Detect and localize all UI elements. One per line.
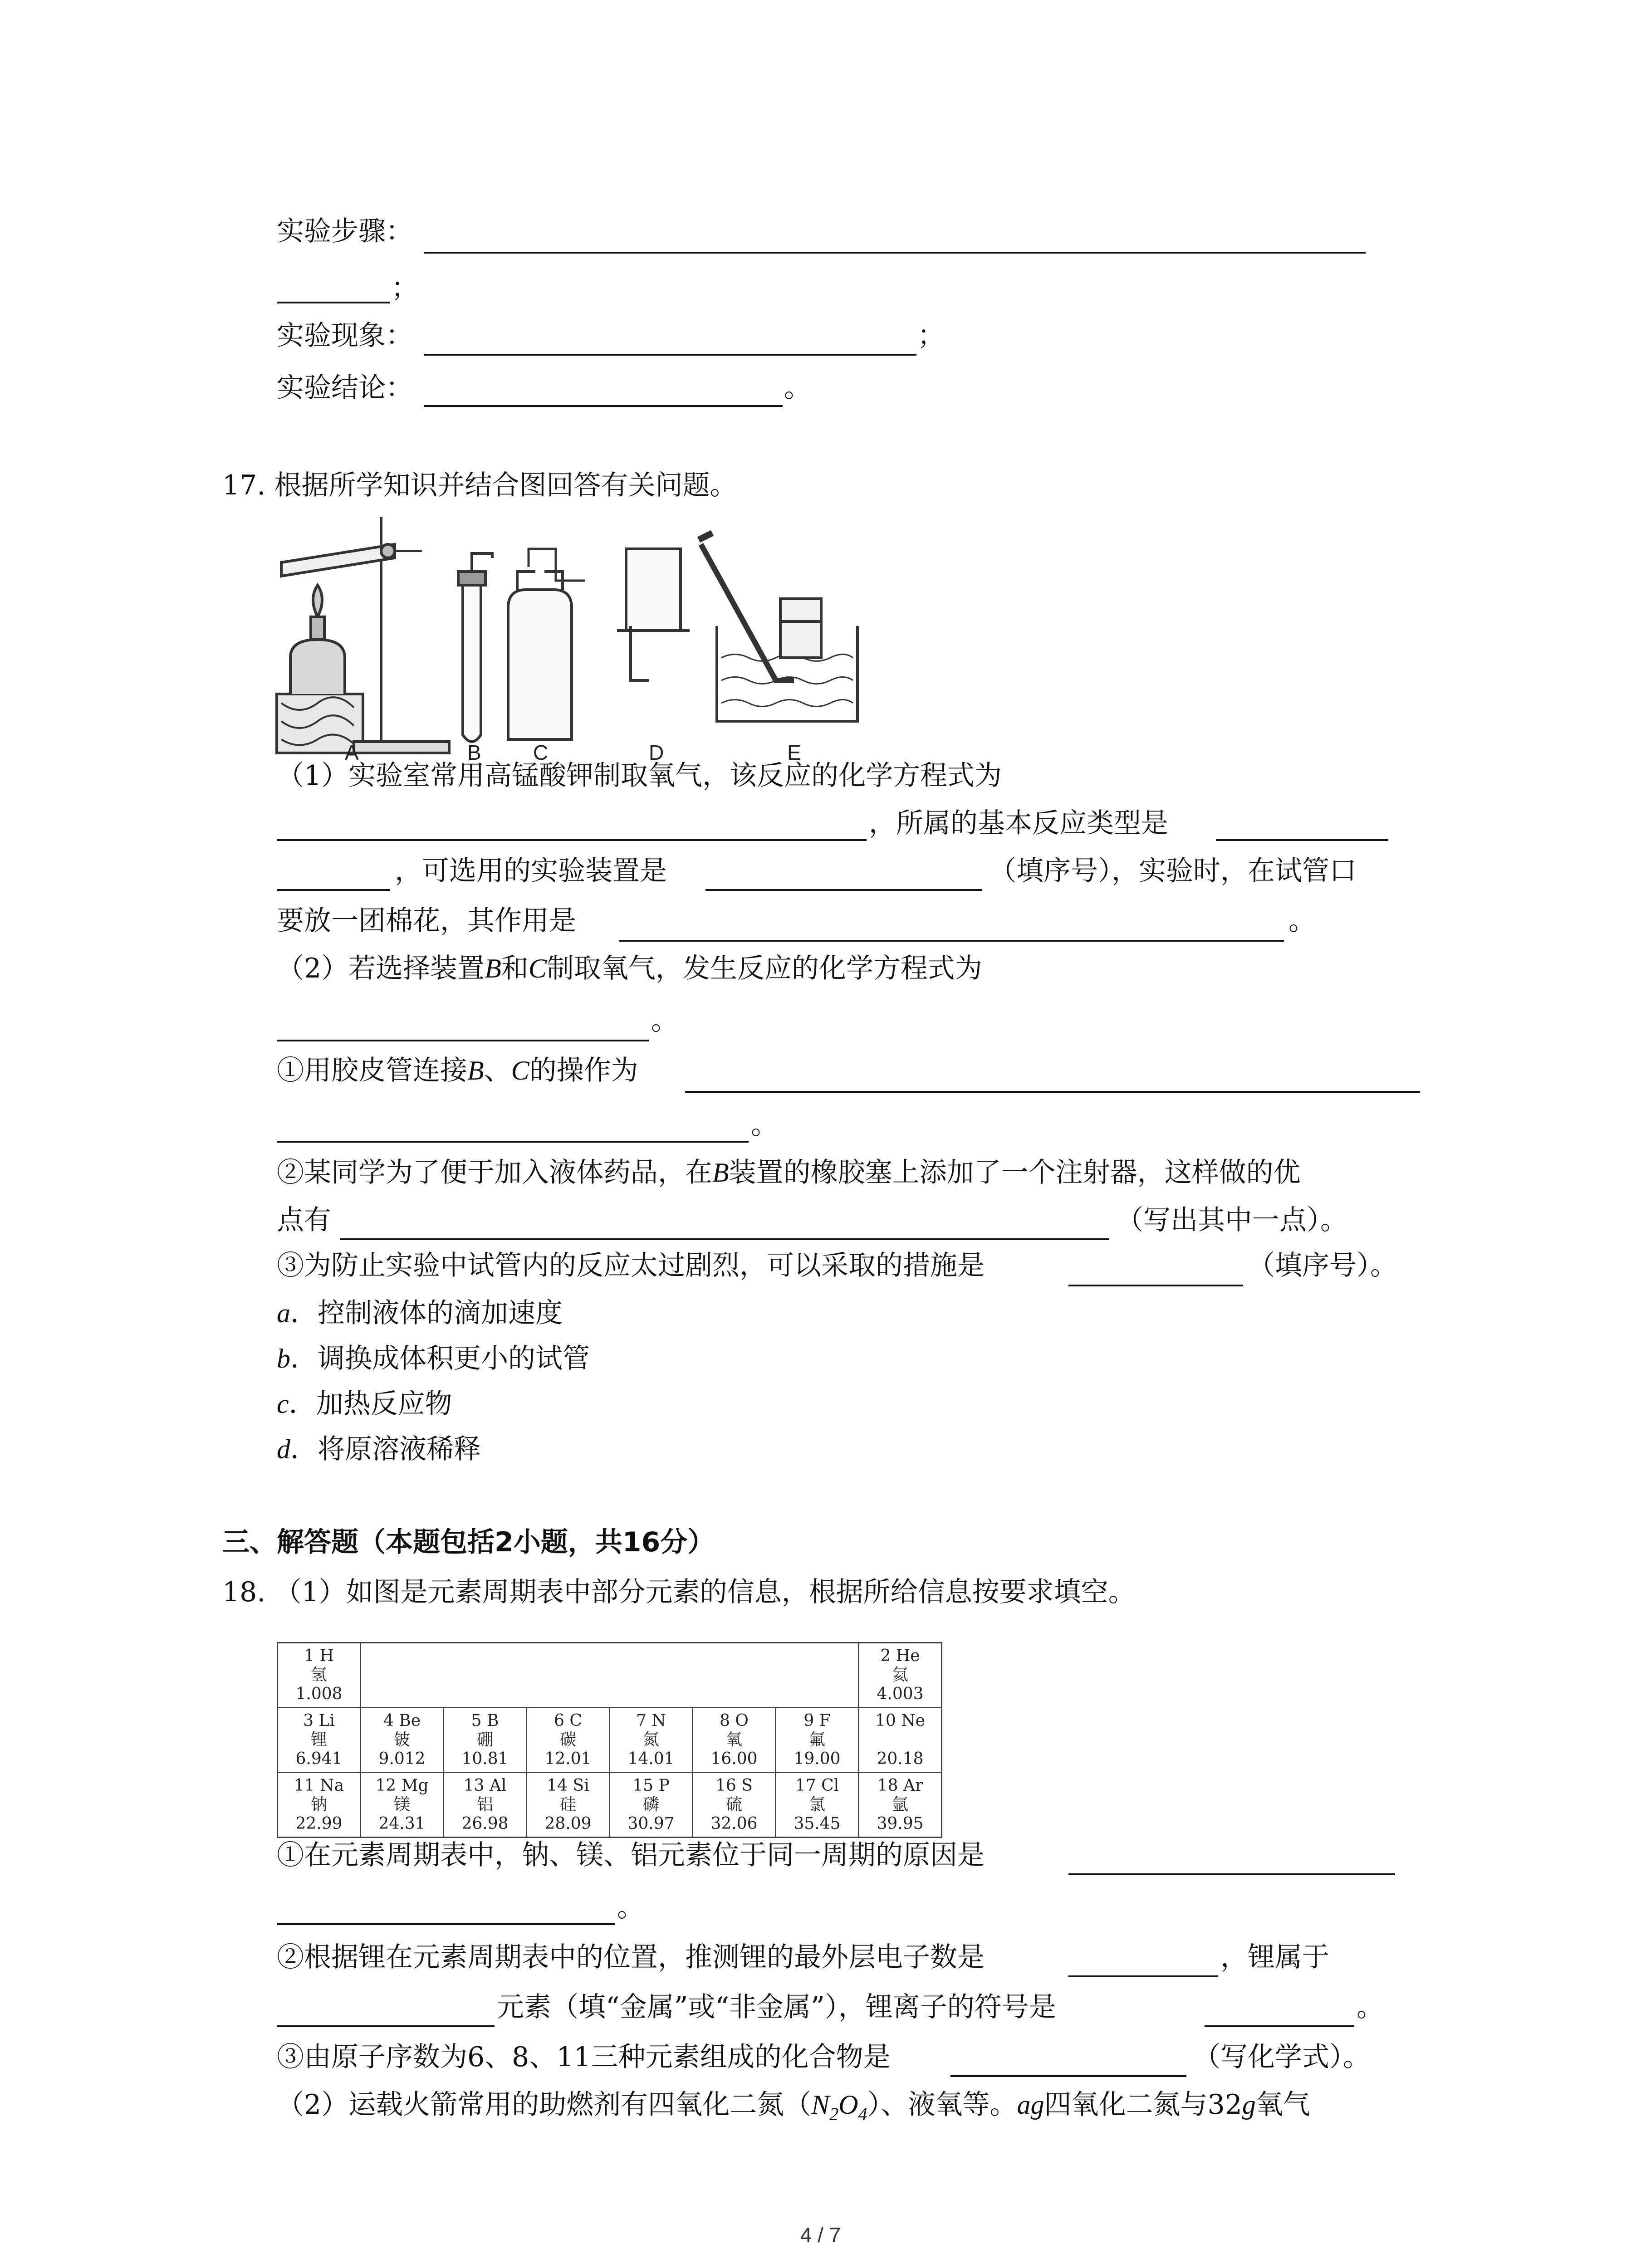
answer-blank-compound-formula[interactable]: [950, 2075, 1186, 2077]
periodic-table-row: [278, 1773, 942, 1838]
element-num-sym: 2 He: [880, 1647, 920, 1665]
element-num-sym: 6 C: [554, 1711, 582, 1730]
answer-blank-kmno4-equation[interactable]: [277, 839, 867, 841]
element-name: [859, 1730, 941, 1750]
element-cell: [776, 1708, 859, 1773]
element-num-sym: 3 Li: [303, 1711, 335, 1730]
q18-s3a: ③由原子序数为6、8、11三种元素组成的化合物是: [277, 2041, 891, 2073]
element-mass: 12.01: [544, 1750, 592, 1768]
element-cell: [859, 1708, 942, 1773]
element-num-sym: 12 Mg: [375, 1776, 429, 1795]
element-name: 铝: [476, 1795, 493, 1814]
element-num-sym: 9 F: [803, 1711, 831, 1730]
element-mass: 9.012: [378, 1750, 426, 1768]
empty-cell: [776, 1643, 859, 1708]
element-name: 氟: [808, 1730, 825, 1749]
option-c: c．加热反应物: [277, 1388, 452, 1420]
element-mass: 26.98: [461, 1814, 509, 1833]
element-mass: 16.00: [710, 1750, 758, 1768]
answer-blank-metal-type[interactable]: [277, 2025, 495, 2027]
element-name: 磷: [642, 1795, 659, 1814]
element-cell: [527, 1773, 610, 1838]
element-name: 锂: [310, 1730, 327, 1749]
q18-s2a: ②根据锂在元素周期表中的位置，推测锂的最外层电子数是: [277, 1941, 985, 1973]
element-mass: 32.06: [710, 1814, 758, 1833]
element-name: 氢: [310, 1666, 327, 1684]
element-cell: [776, 1773, 859, 1838]
element-num-sym: 7 N: [636, 1711, 666, 1730]
element-mass: 35.45: [794, 1814, 841, 1833]
element-cell: [693, 1708, 776, 1773]
element-cell: [278, 1708, 361, 1773]
page-number: 4 / 7: [800, 2223, 841, 2247]
periodic-table-row: [278, 1643, 942, 1708]
answer-blank-period-reason[interactable]: [1068, 1873, 1395, 1875]
element-name: 硼: [476, 1730, 493, 1749]
lab-apparatus-figure: [272, 508, 907, 762]
element-name: 氩: [892, 1795, 908, 1814]
element-mass: 14.01: [627, 1750, 675, 1768]
periodic-table: [277, 1642, 942, 1838]
q17-p1-line2: ，所属的基本反应类型是: [869, 807, 1168, 839]
figure-label-c: C: [533, 741, 549, 762]
figure-label-b: B: [467, 741, 481, 762]
answer-blank-cotton-purpose[interactable]: [619, 940, 1284, 942]
element-mass: 1.008: [295, 1685, 343, 1703]
element-name: 碳: [559, 1730, 576, 1749]
answer-blank-reaction-type-cont[interactable]: [277, 889, 390, 891]
element-name: 硅: [559, 1795, 576, 1814]
element-name: 铍: [393, 1730, 410, 1749]
empty-cell: [610, 1643, 693, 1708]
q17-p2-line2: 。: [651, 1005, 678, 1036]
q17-s1-end: 。: [751, 1109, 778, 1141]
element-cell: [859, 1643, 942, 1708]
q17-s3a: ③为防止实验中试管内的反应太过剧烈，可以采取的措施是: [277, 1250, 985, 1281]
conclusion-end-mark: 。: [784, 372, 811, 404]
element-mass: 28.09: [544, 1814, 592, 1833]
q18-s2b: ，锂属于: [1220, 1941, 1329, 1973]
element-mass: 30.97: [627, 1814, 675, 1833]
answer-blank-phenomenon[interactable]: [424, 354, 916, 356]
section-title: 三、解答题（本题包括2小题，共16分）: [222, 1526, 715, 1558]
element-name: 氦: [892, 1666, 908, 1684]
element-name: 硫: [725, 1795, 742, 1814]
answer-blank-step[interactable]: [424, 252, 1366, 254]
option-a: a．控制液体的滴加速度: [277, 1297, 563, 1329]
q18-title: 18. （1）如图是元素周期表中部分元素的信息，根据所给信息按要求填空。: [222, 1576, 1136, 1608]
element-cell: [693, 1773, 776, 1838]
option-d: d．将原溶液稀释: [277, 1433, 481, 1465]
option-b: b．调换成体积更小的试管: [277, 1343, 590, 1374]
phenomenon-end-mark: ；: [917, 320, 945, 352]
element-name: 钠: [310, 1795, 327, 1814]
figure-label-e: E: [787, 741, 801, 762]
element-mass: 22.99: [295, 1814, 343, 1833]
element-name: 镁: [393, 1795, 410, 1814]
element-mass: 10.81: [461, 1750, 509, 1768]
empty-cell: [693, 1643, 776, 1708]
element-mass: 19.00: [794, 1750, 841, 1768]
q17-p1-line3a: ，可选用的实验装置是: [395, 855, 667, 887]
empty-cell: [444, 1643, 527, 1708]
q18-s1-end: 。: [617, 1892, 644, 1923]
q17-s1: ①用胶皮管连接B、C的操作为: [277, 1055, 638, 1086]
q17-p1-line3b: （填序号），实验时，在试管口: [989, 855, 1357, 887]
answer-blank-li-ion[interactable]: [1205, 2025, 1354, 2027]
q18-s3b: （写化学式）。: [1193, 2041, 1370, 2073]
q17-s2: ②某同学为了便于加入液体药品，在B装置的橡胶塞上添加了一个注射器，这样做的优: [277, 1157, 1301, 1188]
element-mass: 20.18: [877, 1750, 924, 1768]
q17-p2-line1: （2）若选择装置B和C制取氧气，发生反应的化学方程式为: [277, 953, 982, 984]
element-name: 氧: [725, 1730, 742, 1749]
q18-s1: ①在元素周期表中，钠、镁、铝元素位于同一周期的原因是: [277, 1839, 985, 1871]
q17-s2d: （写出其中一点）。: [1116, 1204, 1347, 1236]
q17-s2c: 点有: [277, 1204, 331, 1236]
conclusion-label: 实验结论：: [277, 372, 413, 404]
element-cell: [361, 1708, 444, 1773]
answer-blank-outer-electrons[interactable]: [1068, 1975, 1218, 1977]
element-num-sym: 4 Be: [383, 1711, 421, 1730]
element-num-sym: 16 S: [715, 1776, 753, 1795]
q17-title: 17. 根据所学知识并结合图回答有关问题。: [222, 469, 737, 501]
phenomenon-label: 实验现象：: [277, 320, 413, 352]
element-cell: [278, 1643, 361, 1708]
element-num-sym: 10 Ne: [875, 1711, 926, 1730]
element-name: 氯: [808, 1795, 825, 1814]
step-end-mark: ；: [391, 272, 418, 304]
figure-label-a: A: [345, 741, 359, 762]
step-label: 实验步骤：: [277, 215, 413, 247]
element-cell: [444, 1708, 527, 1773]
element-num-sym: 14 Si: [547, 1776, 589, 1795]
element-cell: [278, 1773, 361, 1838]
element-cell: [361, 1773, 444, 1838]
element-mass: 6.941: [295, 1750, 343, 1768]
element-num-sym: 11 Na: [294, 1776, 344, 1795]
answer-blank-connect-bc-cont[interactable]: [277, 1141, 749, 1143]
figure-label-d: D: [649, 741, 664, 762]
answer-blank-reaction-type[interactable]: [1216, 839, 1388, 841]
q17-p1-line1: （1）实验室常用高锰酸钾制取氧气，该反应的化学方程式为: [277, 760, 1002, 792]
element-num-sym: 8 O: [720, 1711, 749, 1730]
q17-p1-line4a: 要放一团棉花，其作用是: [277, 905, 576, 937]
empty-cell: [527, 1643, 610, 1708]
element-name: 氮: [642, 1730, 659, 1749]
answer-blank-measure[interactable]: [1068, 1285, 1243, 1286]
element-cell: [527, 1708, 610, 1773]
q17-s3b: （填序号）。: [1248, 1250, 1397, 1281]
periodic-table-row: [278, 1708, 942, 1773]
q18-s2c: 元素（填“金属”或“非金属”），锂离子的符号是: [497, 1991, 1056, 2023]
element-cell: [859, 1773, 942, 1838]
element-cell: [444, 1773, 527, 1838]
answer-blank-syringe-advantage[interactable]: [340, 1238, 1109, 1240]
answer-blank-step-cont[interactable]: [277, 302, 390, 303]
element-mass: 24.31: [378, 1814, 426, 1833]
element-num-sym: 15 P: [632, 1776, 670, 1795]
q18-s2d: 。: [1357, 1991, 1384, 2023]
element-cell: [610, 1773, 693, 1838]
element-cell: [610, 1708, 693, 1773]
answer-blank-connect-bc[interactable]: [685, 1091, 1420, 1093]
element-mass: 39.95: [877, 1814, 924, 1833]
q18-p2: （2）运载火箭常用的助燃剂有四氧化二氮$(N_2O_4)$、液氧等。ag四氧化二氮与32g氧气: [277, 2089, 1310, 2124]
element-num-sym: 1 H: [304, 1647, 334, 1665]
empty-cell: [361, 1643, 444, 1708]
element-num-sym: 18 Ar: [877, 1776, 923, 1795]
answer-blank-bc-equation[interactable]: [277, 1040, 649, 1041]
element-num-sym: 5 B: [471, 1711, 499, 1730]
element-num-sym: 17 Cl: [795, 1776, 839, 1795]
q17-p1-line4b: 。: [1288, 905, 1316, 937]
answer-blank-conclusion[interactable]: [424, 405, 783, 407]
element-num-sym: 13 Al: [463, 1776, 507, 1795]
answer-blank-period-reason-cont[interactable]: [277, 1923, 615, 1925]
element-mass: 4.003: [877, 1685, 924, 1703]
answer-blank-apparatus[interactable]: [705, 889, 982, 891]
